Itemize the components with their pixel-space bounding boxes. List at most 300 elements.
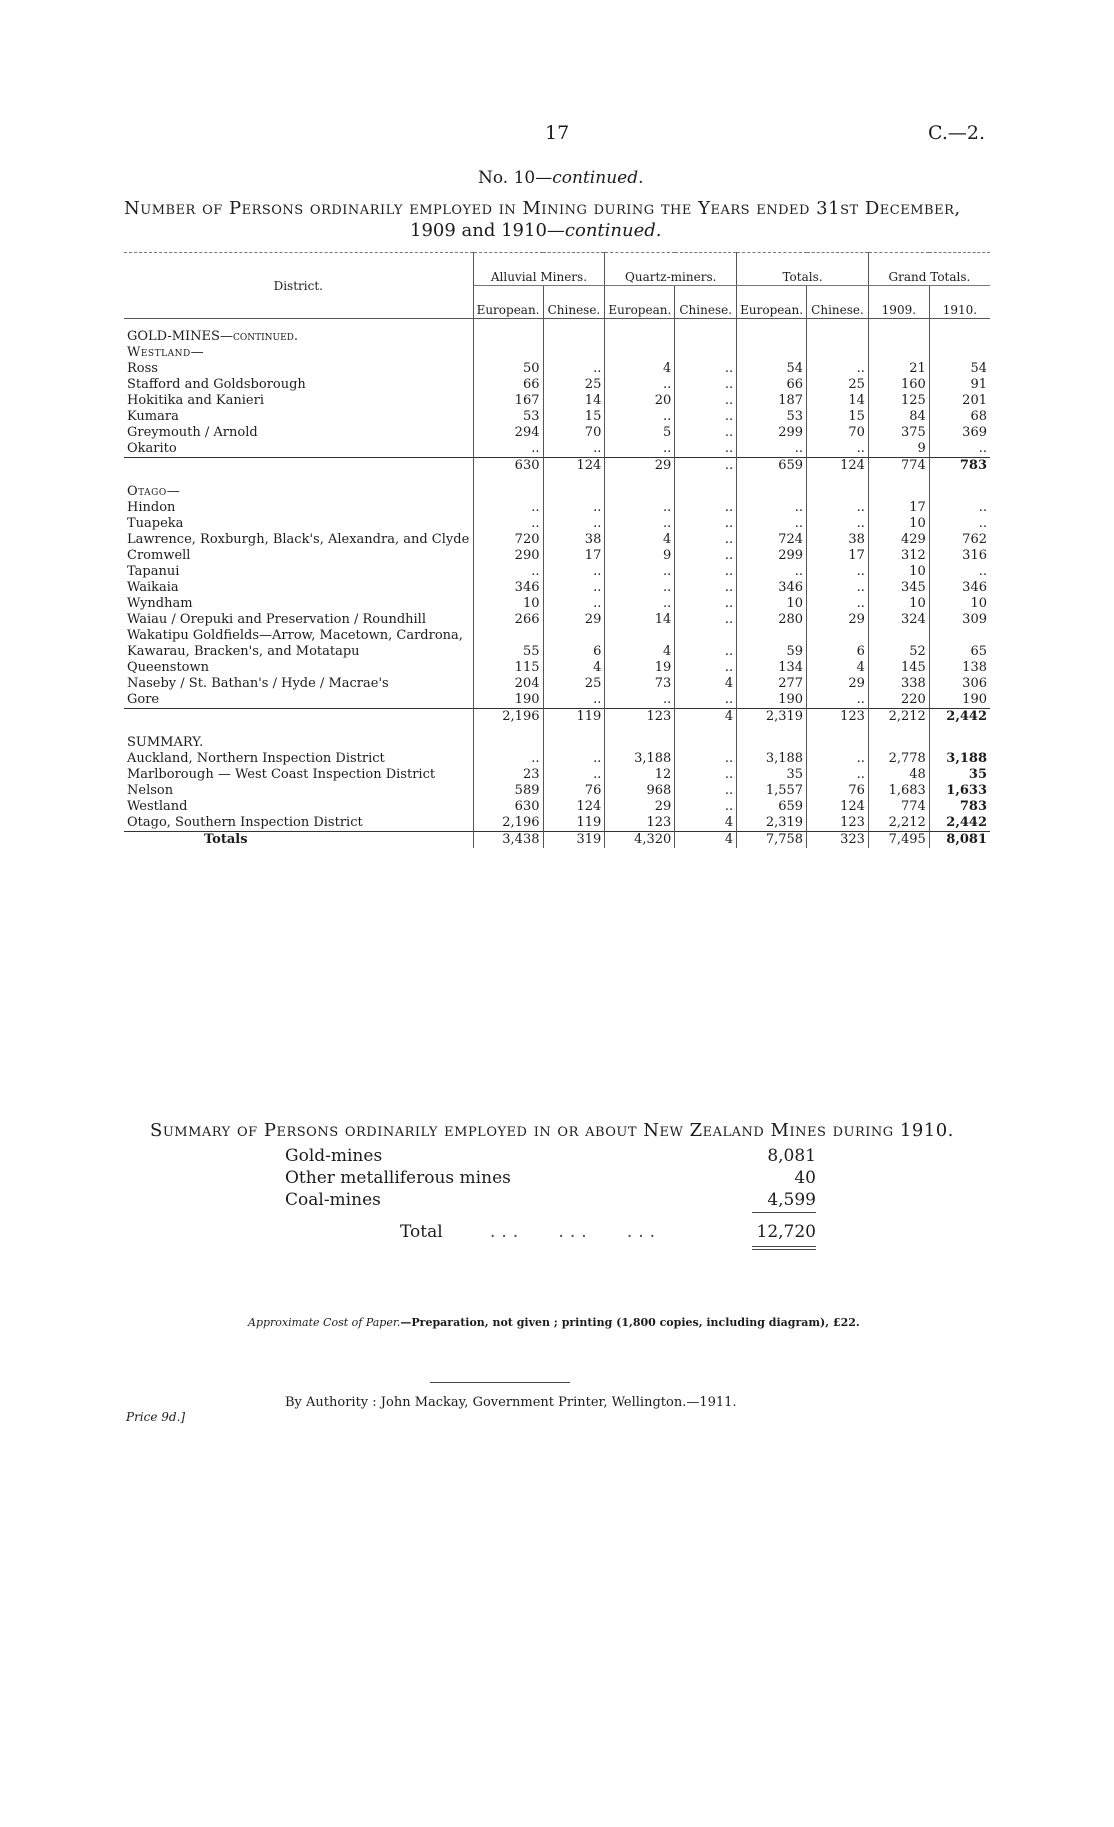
district-name	[124, 458, 473, 475]
cell-te: 134	[737, 660, 807, 676]
cell-qc: ..	[675, 612, 737, 628]
cell-tc: 323	[807, 832, 869, 849]
cell-ac: 119	[543, 709, 605, 726]
table-row	[124, 692, 990, 709]
cell-qe: ..	[605, 500, 675, 516]
cell-ae: ..	[473, 751, 543, 767]
col-alluvial-european: European.	[473, 286, 543, 319]
cell-qe: ..	[605, 516, 675, 532]
cell-g10: 762	[929, 532, 990, 548]
cell-g10: 309	[929, 612, 990, 628]
table-row	[124, 425, 990, 441]
cell-qc: ..	[675, 596, 737, 612]
district-name: Waikaia	[127, 580, 179, 595]
cell-g10: 783	[929, 799, 990, 815]
cell-ae: 204	[473, 676, 543, 692]
district-name: Lawrence, Roxburgh, Black's, Alexandra, and Clyde	[127, 532, 470, 547]
district-name: Westland	[127, 799, 188, 814]
cell-tc: 124	[807, 458, 869, 475]
cell-te: ..	[737, 564, 807, 580]
cell-tc: 123	[807, 815, 869, 832]
cell-g09: 1,683	[868, 783, 929, 799]
cell-g09: 17	[868, 500, 929, 516]
cell-ae: 53	[473, 409, 543, 425]
cell-ae: ..	[473, 441, 543, 458]
cell-qc: ..	[675, 799, 737, 815]
table-number: No. 10—continued.	[478, 168, 644, 188]
col-1909: 1909.	[868, 286, 929, 319]
cell-ac: ..	[543, 767, 605, 783]
cell-tc: ..	[807, 500, 869, 516]
cell-g10: 10	[929, 596, 990, 612]
cell-tc: 123	[807, 709, 869, 726]
cell-te: 7,758	[737, 832, 807, 849]
cell-qc: ..	[675, 425, 737, 441]
table-row	[124, 783, 990, 799]
cell-ae: 167	[473, 393, 543, 409]
cell-g10: 369	[929, 425, 990, 441]
table-row	[124, 516, 990, 532]
cell-qe: 19	[605, 660, 675, 676]
table-row	[124, 500, 990, 516]
cell-qe: 123	[605, 815, 675, 832]
cell-ac: ..	[543, 516, 605, 532]
cell-ae: 23	[473, 767, 543, 783]
cell-ae: ..	[473, 564, 543, 580]
cell-g09: 774	[868, 458, 929, 475]
cell-te: 2,319	[737, 709, 807, 726]
cell-ac: ..	[543, 596, 605, 612]
district-name: Queenstown	[127, 660, 210, 675]
cell-tc: 17	[807, 548, 869, 564]
cell-g10: 68	[929, 409, 990, 425]
cell-g10: 8,081	[929, 832, 990, 849]
summary-total-dots: ... ... ...	[490, 1222, 662, 1242]
district-name: Tuapeka	[127, 516, 184, 531]
cell-qe: 4	[605, 361, 675, 377]
table-row	[124, 441, 990, 458]
district-name: Otago, Southern Inspection District	[127, 815, 363, 830]
cell-tc: 76	[807, 783, 869, 799]
cell-ae: 2,196	[473, 709, 543, 726]
cell-te: ..	[737, 516, 807, 532]
table-caption-line2: 1909 and 1910—continued.	[410, 220, 662, 241]
cell-te: 10	[737, 596, 807, 612]
cell-ac: 17	[543, 548, 605, 564]
cell-g09: 2,212	[868, 815, 929, 832]
cell-qe: 29	[605, 799, 675, 815]
district-name: Gore	[127, 692, 160, 707]
cell-te: 3,188	[737, 751, 807, 767]
cell-tc: ..	[807, 751, 869, 767]
cell-tc: 38	[807, 532, 869, 548]
cell-ae: 630	[473, 799, 543, 815]
cell-qc: ..	[675, 628, 737, 660]
persons-summary-value: 8,081	[767, 1146, 816, 1166]
cell-g10: ..	[929, 516, 990, 532]
cell-tc: 29	[807, 612, 869, 628]
cell-qe: 123	[605, 709, 675, 726]
cell-tc: ..	[807, 441, 869, 458]
table-row	[124, 393, 990, 409]
cell-ae: 720	[473, 532, 543, 548]
district-name: Hokitika and Kanieri	[127, 393, 264, 408]
persons-summary-value: 4,599	[767, 1190, 816, 1210]
cell-qc: ..	[675, 751, 737, 767]
cell-g10: 54	[929, 361, 990, 377]
cell-g10: 35	[929, 767, 990, 783]
cell-tc: ..	[807, 564, 869, 580]
total-row	[124, 832, 990, 849]
cell-ae: 50	[473, 361, 543, 377]
cell-qe: ..	[605, 580, 675, 596]
col-totals-european: European.	[737, 286, 807, 319]
cell-ae: ..	[473, 500, 543, 516]
cell-qc: 4	[675, 676, 737, 692]
cell-qc: ..	[675, 548, 737, 564]
group-heading: Westland—	[127, 345, 205, 360]
cell-ac: 25	[543, 377, 605, 393]
cell-g09: 2,778	[868, 751, 929, 767]
cell-qe: 12	[605, 767, 675, 783]
cell-ac: 25	[543, 676, 605, 692]
cell-qc: ..	[675, 441, 737, 458]
cell-te: 280	[737, 612, 807, 628]
cell-ac: 76	[543, 783, 605, 799]
district-name: Ross	[127, 361, 158, 376]
summary-total-value: 12,720	[756, 1222, 816, 1242]
cell-qc: ..	[675, 361, 737, 377]
cell-g10: ..	[929, 564, 990, 580]
persons-summary-label: Coal-mines	[285, 1190, 381, 1210]
cell-qe: 4	[605, 532, 675, 548]
cell-qc: ..	[675, 409, 737, 425]
col-1910: 1910.	[929, 286, 990, 319]
cell-g10: 1,633	[929, 783, 990, 799]
cell-g10: 2,442	[929, 815, 990, 832]
cell-tc: ..	[807, 596, 869, 612]
cell-tc: ..	[807, 692, 869, 709]
cell-ae: 10	[473, 596, 543, 612]
cell-g09: 145	[868, 660, 929, 676]
cost-footnote: Approximate Cost of Paper.—Preparation, not given ; printing (1,800 copies, including diagram), £22.	[248, 1316, 860, 1329]
table-row	[124, 815, 990, 832]
cell-qe: 5	[605, 425, 675, 441]
cell-qc: ..	[675, 532, 737, 548]
cell-te: 1,557	[737, 783, 807, 799]
cell-g09: 2,212	[868, 709, 929, 726]
authority-rule	[430, 1382, 570, 1383]
cell-qc: ..	[675, 580, 737, 596]
cell-g09: 774	[868, 799, 929, 815]
cell-ac: ..	[543, 692, 605, 709]
cell-ac: 124	[543, 799, 605, 815]
cell-ae: 346	[473, 580, 543, 596]
cell-qc: 4	[675, 815, 737, 832]
col-alluvial: Alluvial Miners.	[473, 253, 605, 286]
district-name: Hindon	[127, 500, 176, 515]
cell-ac: 319	[543, 832, 605, 849]
group-heading: GOLD-MINES—continued.	[127, 329, 299, 344]
table-row	[124, 580, 990, 596]
cell-ae: 589	[473, 783, 543, 799]
cell-qe: ..	[605, 409, 675, 425]
cell-g09: 375	[868, 425, 929, 441]
cell-g10: 316	[929, 548, 990, 564]
cell-qe: 4,320	[605, 832, 675, 849]
price: Price 9d.]	[126, 1410, 186, 1424]
table-row	[124, 799, 990, 815]
cell-ac: 15	[543, 409, 605, 425]
table-row	[124, 628, 990, 660]
cell-qe: 4	[605, 628, 675, 660]
cell-g09: 220	[868, 692, 929, 709]
cell-ae: 3,438	[473, 832, 543, 849]
cell-te: 53	[737, 409, 807, 425]
col-district: District.	[273, 278, 323, 293]
cell-g09: 312	[868, 548, 929, 564]
cell-ac: ..	[543, 441, 605, 458]
cell-qe: 9	[605, 548, 675, 564]
cell-ae: 55	[473, 628, 543, 660]
cell-te: 724	[737, 532, 807, 548]
cell-g10: 201	[929, 393, 990, 409]
cell-qc: ..	[675, 692, 737, 709]
district-name: Wyndham	[127, 596, 193, 611]
cell-g10: 65	[929, 628, 990, 660]
cell-g09: 48	[868, 767, 929, 783]
cell-te: 66	[737, 377, 807, 393]
cell-ac: ..	[543, 361, 605, 377]
cell-g09: 9	[868, 441, 929, 458]
double-rule-2	[752, 1249, 816, 1250]
cell-ae: 290	[473, 548, 543, 564]
cell-ae: 66	[473, 377, 543, 393]
document-code: C.—2.	[928, 122, 986, 144]
cell-tc: 14	[807, 393, 869, 409]
district-name: Auckland, Northern Inspection District	[127, 751, 385, 766]
cell-qc: ..	[675, 393, 737, 409]
col-totals-chinese: Chinese.	[807, 286, 869, 319]
page-number: 17	[545, 122, 570, 144]
persons-summary-label: Other metalliferous mines	[285, 1168, 511, 1188]
cell-ac: 14	[543, 393, 605, 409]
cell-g10: ..	[929, 441, 990, 458]
cell-te: 277	[737, 676, 807, 692]
cell-g09: 52	[868, 628, 929, 660]
cell-tc: 6	[807, 628, 869, 660]
group-heading: SUMMARY.	[127, 735, 204, 750]
cell-te: 299	[737, 548, 807, 564]
total-row	[124, 458, 990, 475]
cell-qe: 20	[605, 393, 675, 409]
cell-te: 2,319	[737, 815, 807, 832]
district-name: Marlborough — West Coast Inspection District	[127, 767, 436, 782]
cell-ac: 119	[543, 815, 605, 832]
cell-tc: 124	[807, 799, 869, 815]
cell-g09: 324	[868, 612, 929, 628]
cell-ae: 294	[473, 425, 543, 441]
cell-te: 54	[737, 361, 807, 377]
cell-g09: 21	[868, 361, 929, 377]
col-grand-totals: Grand Totals.	[868, 253, 990, 286]
district-name: Greymouth / Arnold	[127, 425, 258, 440]
cell-ac: 124	[543, 458, 605, 475]
cell-te: 187	[737, 393, 807, 409]
table-row	[124, 676, 990, 692]
cell-ac: 70	[543, 425, 605, 441]
table-row	[124, 361, 990, 377]
cell-te: 659	[737, 458, 807, 475]
cell-ac: ..	[543, 751, 605, 767]
table-row	[124, 548, 990, 564]
cell-qe: ..	[605, 692, 675, 709]
table-row	[124, 409, 990, 425]
cell-te: ..	[737, 441, 807, 458]
cell-ac: 4	[543, 660, 605, 676]
cell-ae: 115	[473, 660, 543, 676]
district-name: Kumara	[127, 409, 179, 424]
cell-g09: 84	[868, 409, 929, 425]
cell-qe: 968	[605, 783, 675, 799]
double-rule-1	[752, 1246, 816, 1247]
cell-g10: 138	[929, 660, 990, 676]
cell-ae: 190	[473, 692, 543, 709]
table-row	[124, 532, 990, 548]
cell-te: 35	[737, 767, 807, 783]
col-quartz: Quartz-miners.	[605, 253, 737, 286]
mining-employment-table	[124, 252, 990, 848]
persons-summary-title: Summary of Persons ordinarily employed in or about New Zealand Mines during 1910.	[150, 1120, 954, 1141]
cell-g09: 10	[868, 516, 929, 532]
cell-ae: 2,196	[473, 815, 543, 832]
cell-qc: ..	[675, 516, 737, 532]
district-name	[124, 709, 473, 726]
cell-qc: ..	[675, 783, 737, 799]
cell-qe: ..	[605, 564, 675, 580]
cell-ac: ..	[543, 564, 605, 580]
cell-g09: 10	[868, 596, 929, 612]
cell-tc: ..	[807, 580, 869, 596]
cell-tc: 4	[807, 660, 869, 676]
table-row	[124, 660, 990, 676]
total-row	[124, 709, 990, 726]
cell-tc: 29	[807, 676, 869, 692]
col-alluvial-chinese: Chinese.	[543, 286, 605, 319]
summary-total-label: Total	[400, 1222, 443, 1242]
cell-ac: ..	[543, 580, 605, 596]
cell-ae: 266	[473, 612, 543, 628]
district-name: Waiau / Orepuki and Preservation / Roundhill	[127, 612, 426, 627]
cell-tc: 15	[807, 409, 869, 425]
cell-g10: 190	[929, 692, 990, 709]
cell-qc: 4	[675, 709, 737, 726]
cell-qe: ..	[605, 596, 675, 612]
cell-qc: 4	[675, 832, 737, 849]
district-name: Stafford and Goldsborough	[127, 377, 306, 392]
district-name: Tapanui	[127, 564, 180, 579]
cell-ac: 29	[543, 612, 605, 628]
cell-ac: 6	[543, 628, 605, 660]
cell-te: 190	[737, 692, 807, 709]
cell-qc: ..	[675, 500, 737, 516]
table-row	[124, 751, 990, 767]
cell-qc: ..	[675, 660, 737, 676]
cell-te: 299	[737, 425, 807, 441]
cell-tc: 25	[807, 377, 869, 393]
cell-qc: ..	[675, 767, 737, 783]
group-heading: Otago—	[127, 484, 181, 499]
summary-rule	[752, 1212, 816, 1213]
table-row	[124, 612, 990, 628]
cell-g09: 160	[868, 377, 929, 393]
cell-g10: 346	[929, 580, 990, 596]
cell-qe: 73	[605, 676, 675, 692]
cell-te: 346	[737, 580, 807, 596]
district-name: Wakatipu Goldfields—Arrow, Macetown, Cardrona, Kawarau, Bracken's, and Motatapu	[127, 628, 463, 659]
district-name: Totals	[124, 832, 473, 849]
cell-qe: 3,188	[605, 751, 675, 767]
cell-g10: 91	[929, 377, 990, 393]
table-row	[124, 596, 990, 612]
district-name: Nelson	[127, 783, 174, 798]
cell-ae: ..	[473, 516, 543, 532]
cell-tc: 70	[807, 425, 869, 441]
district-name: Cromwell	[127, 548, 191, 563]
table-caption-line1: Number of Persons ordinarily employed in Mining during the Years ended 31st December,	[124, 198, 961, 219]
cell-qc: ..	[675, 458, 737, 475]
cell-ae: 630	[473, 458, 543, 475]
cell-g09: 125	[868, 393, 929, 409]
cell-qe: 29	[605, 458, 675, 475]
cell-qe: ..	[605, 441, 675, 458]
cell-g10: ..	[929, 500, 990, 516]
table-row	[124, 564, 990, 580]
table-row	[124, 377, 990, 393]
cell-te: 659	[737, 799, 807, 815]
district-name: Okarito	[127, 441, 177, 456]
persons-summary-label: Gold-mines	[285, 1146, 383, 1166]
cell-g09: 429	[868, 532, 929, 548]
authority-line: By Authority : John Mackay, Government Printer, Wellington.—1911.	[285, 1395, 737, 1410]
cell-g09: 338	[868, 676, 929, 692]
cell-tc: ..	[807, 767, 869, 783]
cell-te: ..	[737, 500, 807, 516]
col-quartz-european: European.	[605, 286, 675, 319]
cell-qe: ..	[605, 377, 675, 393]
cell-qc: ..	[675, 564, 737, 580]
cell-tc: ..	[807, 516, 869, 532]
col-totals: Totals.	[737, 253, 869, 286]
cell-qc: ..	[675, 377, 737, 393]
cell-g10: 2,442	[929, 709, 990, 726]
cell-g09: 10	[868, 564, 929, 580]
cell-g10: 3,188	[929, 751, 990, 767]
cell-g10: 306	[929, 676, 990, 692]
cell-ac: 38	[543, 532, 605, 548]
cell-g09: 345	[868, 580, 929, 596]
table-row	[124, 767, 990, 783]
cell-qe: 14	[605, 612, 675, 628]
cell-g09: 7,495	[868, 832, 929, 849]
persons-summary-value: 40	[794, 1168, 816, 1188]
cell-ac: ..	[543, 500, 605, 516]
col-quartz-chinese: Chinese.	[675, 286, 737, 319]
cell-g10: 783	[929, 458, 990, 475]
cell-te: 59	[737, 628, 807, 660]
district-name: Naseby / St. Bathan's / Hyde / Macrae's	[127, 676, 389, 691]
cell-tc: ..	[807, 361, 869, 377]
